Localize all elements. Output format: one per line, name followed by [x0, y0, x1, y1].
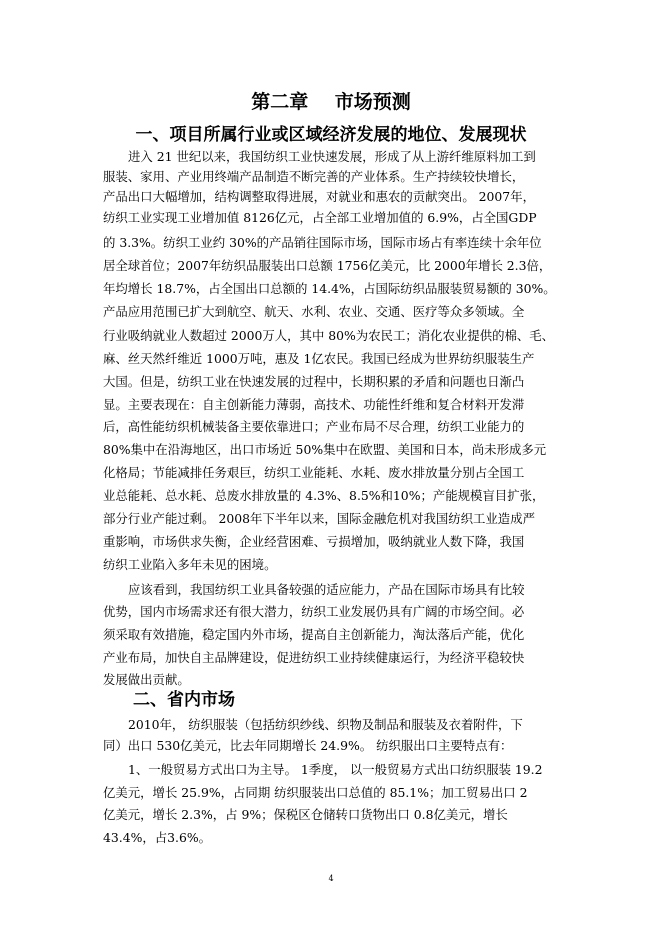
paragraph-line: 行业吸纳就业人数超过 2000万人，其中 80%为农民工；消化农业提供的棉、毛、: [103, 328, 555, 343]
section-heading-2: 二、省内市场: [133, 690, 235, 710]
paragraph-line: 应该看到，我国纺织工业具备较强的适应能力，产品在国际市场具有比较: [128, 582, 525, 597]
paragraph-line: 2010年， 纺织服装（包括纺织纱线、织物及制品和服装及衣着附件，下: [128, 717, 523, 732]
paragraph-line: 后，高性能纺织机械装备主要依靠进口；产业布局不尽合理，纺织工业能力的: [103, 419, 525, 434]
paragraph-line: 须采取有效措施，稳定国内外市场，提高自主创新能力，淘汰落后产能，优化: [103, 627, 525, 642]
paragraph-line: 发展做出贡献。: [103, 672, 190, 687]
paragraph-line: 优势，国内市场需求还有很大潜力，纺织工业发展仍具有广阔的市场空间。必: [103, 604, 525, 619]
paragraph-line: 同）出口 530亿美元，比去年同期增长 24.9%。 纺织服出口主要特点有：: [103, 738, 513, 753]
section-heading-1: 一、项目所属行业或区域经济发展的地位、发展现状: [135, 125, 527, 145]
paragraph-line: 产业布局，加快自主品牌建设，促进纺织工业持续健康运行，为经济平稳较快: [103, 650, 525, 665]
paragraph-line: 麻、丝天然纤维近 1000万吨，惠及 1亿农民。我国已经成为世界纺织服装生产: [103, 351, 535, 366]
paragraph-line: 重影响，市场供求失衡，企业经营困难、亏损增加，吸纳就业人数下降，我国: [103, 534, 525, 549]
paragraph-line: 80%集中在沿海地区，出口市场近 50%集中在欧盟、美国和日本，尚未形成多元: [103, 442, 547, 457]
paragraph-line: 43.4%，占3.6%。: [103, 830, 212, 845]
paragraph-line: 化格局；节能减排任务艰巨，纺织工业能耗、水耗、废水排放量分别占全国工: [103, 465, 525, 480]
paragraph-line: 居全球首位；2007年纺织品服装出口总额 1756亿美元，比 2000年增长 2.3倍，: [103, 258, 552, 273]
paragraph-line: 年均增长 18.7%，占全国出口总额的 14.4%，占国际纺织品服装贸易额的 30%。: [103, 281, 556, 296]
paragraph-line: 显。主要表现在：自主创新能力薄弱，高技术、功能性纤维和复合材料开发滞: [103, 397, 525, 412]
paragraph-line: 大国。但是，纺织工业在快速发展的过程中，长期积累的矛盾和问题也日渐凸: [103, 374, 525, 389]
paragraph-line: 亿美元，增长 25.9%，占同期 纺织服装出口总值的 85.1%；加工贸易出口 2: [103, 785, 528, 800]
paragraph-line: 部分行业产能过剩。 2008年下半年以来，国际金融危机对我国纺织工业造成严: [103, 511, 535, 526]
paragraph-line: 业总能耗、总水耗、总废水排放量的 4.3%、8.5%和10%；产能规模盲目扩张，: [103, 488, 545, 503]
paragraph-line: 亿美元，增长 2.3%，占 9%；保税区仓储转口货物出口 0.8亿美元，增长: [103, 807, 508, 822]
paragraph-line: 纺织工业实现工业增加值 8126亿元，占全部工业增加值的 6.9%，占全国GDP: [103, 210, 537, 225]
paragraph-line: 的 3.3%。纺织工业约 30%的产品销往国际市场，国际市场占有率连续十余年位: [103, 235, 542, 250]
paragraph-line: 产品出口大幅增加，结构调整取得进展，对就业和惠农的贡献突出。 2007年，: [103, 189, 535, 204]
paragraph-line: 纺织工业陷入多年未见的困境。: [103, 557, 277, 572]
paragraph-line: 1、一般贸易方式出口为主导。 1季度， 以一般贸易方式出口纺织服装 19.2: [128, 762, 543, 777]
paragraph-line: 服装、家用、产业用终端产品制造不断完善的产业体系。生产持续较快增长，: [103, 169, 525, 184]
page-number: 4: [328, 874, 334, 883]
paragraph-line: 产品应用范围已扩大到航空、航天、水利、农业、交通、医疗等众多领域。全: [103, 304, 525, 319]
chapter-title: 第二章 市场预测: [251, 91, 411, 113]
paragraph-line: 进入 21 世纪以来，我国纺织工业快速发展，形成了从上游纤维原料加工到: [128, 149, 536, 164]
